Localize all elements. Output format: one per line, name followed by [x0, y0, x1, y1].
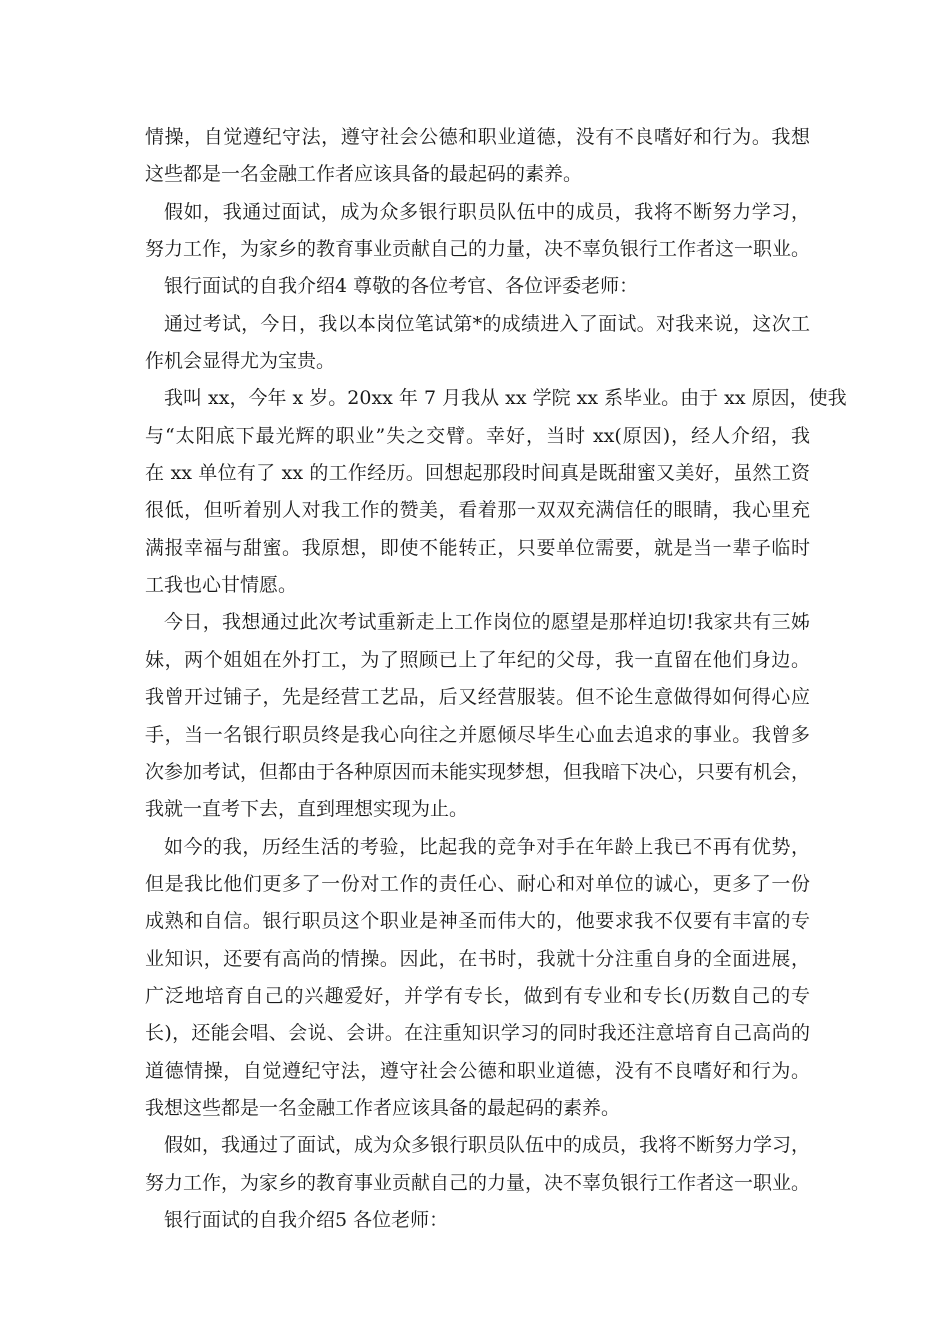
text-line — [145, 455, 810, 492]
text-line-content: 广泛地培育自己的兴趣爱好，并学有专长，做到有专业和专长(历数自己的专 — [145, 984, 810, 1007]
text-line-content: 我想这些都是一名金融工作者应该具备的最起码的素养。 — [145, 1096, 621, 1119]
text-line-content: 很低，但听着别人对我工作的赞美，看着那一双双充满信任的眼睛，我心里充 — [145, 499, 810, 522]
text-line — [145, 1015, 810, 1052]
text-line-content: 与“太阳底下最光辉的职业”失之交臂。幸好，当时 xx(原因)，经人介绍，我 — [145, 424, 810, 447]
text-line-content: 今日，我想通过此次考试重新走上工作岗位的愿望是那样迫切!我家共有三姊 — [164, 611, 810, 634]
text-line — [145, 903, 810, 940]
text-line-content: 妹，两个姐姐在外打工，为了照顾已上了年纪的父母，我一直留在他们身边。 — [145, 648, 810, 671]
text-line-content: 道德情操，自觉遵纪守法，遵守社会公德和职业道德，没有不良嗜好和行为。 — [145, 1059, 810, 1082]
text-line-content: 成熟和自信。银行职员这个职业是神圣而伟大的，他要求我不仅要有丰富的专 — [145, 910, 810, 933]
text-line — [145, 1202, 810, 1239]
text-line — [145, 1053, 810, 1090]
text-line — [145, 791, 810, 828]
document-page — [145, 119, 847, 1239]
text-line — [145, 156, 810, 193]
text-line-content: 情操，自觉遵纪守法，遵守社会公德和职业道德，没有不良嗜好和行为。我想 — [145, 126, 810, 148]
text-line — [145, 1090, 810, 1127]
text-line-content: 这些都是一名金融工作者应该具备的最起码的素养。 — [145, 163, 583, 186]
text-line-content: 在 xx 单位有了 xx 的工作经历。回想起那段时间真是既甜蜜又美好，虽然工资 — [145, 462, 810, 485]
text-line-content: 我叫 xx，今年 x 岁。20xx 年 7 月我从 xx 学院 xx 系毕业。由于 xx 原因，使我 — [164, 387, 847, 410]
text-line — [145, 1165, 810, 1202]
text-line-content: 我就一直考下去，直到理想实现为止。 — [145, 798, 469, 821]
text-line — [145, 941, 810, 978]
text-line-content: 长)，还能会唱、会说、会讲。在注重知识学习的同时我还注意培育自己高尚的 — [145, 1022, 810, 1045]
text-line-content: 我曾开过铺子，先是经营工艺品，后又经营服装。但不论生意做得如何得心应 — [145, 686, 810, 709]
text-line — [145, 1127, 810, 1164]
text-line — [145, 829, 810, 866]
text-line — [145, 679, 810, 716]
text-line-content: 通过考试，今日，我以本岗位笔试第*的成绩进入了面试。对我来说，这次工 — [164, 312, 810, 335]
text-line — [145, 231, 810, 268]
text-line-content: 工我也心甘情愿。 — [145, 574, 298, 597]
text-line-content: 银行面试的自我介绍4 尊敬的各位考官、各位评委老师： — [164, 275, 639, 298]
text-line — [145, 306, 810, 343]
text-line-content: 假如，我通过面试，成为众多银行职员队伍中的成员，我将不断努力学习， — [164, 200, 810, 223]
text-line — [145, 530, 810, 567]
text-line — [145, 194, 810, 231]
text-line — [145, 492, 810, 529]
text-line-content: 但是我比他们更多了一份对工作的责任心、耐心和对单位的诚心，更多了一份 — [145, 872, 810, 895]
text-line-content: 努力工作，为家乡的教育事业贡献自己的力量，决不辜负银行工作者这一职业。 — [145, 238, 811, 261]
text-line-content: 如今的我，历经生活的考验，比起我的竞争对手在年龄上我已不再有优势， — [164, 835, 810, 858]
text-line-content: 假如，我通过了面试，成为众多银行职员队伍中的成员，我将不断努力学习， — [164, 1134, 811, 1157]
text-line — [145, 567, 810, 604]
text-line-content: 满报幸福与甜蜜。我原想，即使不能转正，只要单位需要，就是当一辈子临时 — [145, 536, 810, 559]
text-line-content: 业知识，还要有高尚的情操。因此，在书时，我就十分注重自身的全面进展， — [145, 947, 810, 970]
text-line — [145, 119, 810, 156]
text-line-content: 手，当一名银行职员终是我心向往之并愿倾尽毕生心血去追求的事业。我曾多 — [145, 723, 810, 746]
text-line — [145, 604, 810, 641]
text-line — [145, 343, 810, 380]
text-line-content: 作机会显得尤为宝贵。 — [145, 350, 336, 373]
text-line-content: 努力工作，为家乡的教育事业贡献自己的力量，决不辜负银行工作者这一职业。 — [145, 1171, 811, 1194]
text-line — [145, 754, 810, 791]
text-line — [145, 642, 810, 679]
text-line-content: 银行面试的自我介绍5 各位老师： — [164, 1208, 449, 1231]
text-line — [145, 268, 810, 305]
text-line — [145, 978, 810, 1015]
text-line — [145, 717, 810, 754]
text-line-content: 次参加考试，但都由于各种原因而未能实现梦想，但我暗下决心，只要有机会， — [145, 760, 811, 783]
text-line — [145, 418, 810, 455]
text-line — [145, 866, 810, 903]
text-line — [145, 380, 847, 417]
